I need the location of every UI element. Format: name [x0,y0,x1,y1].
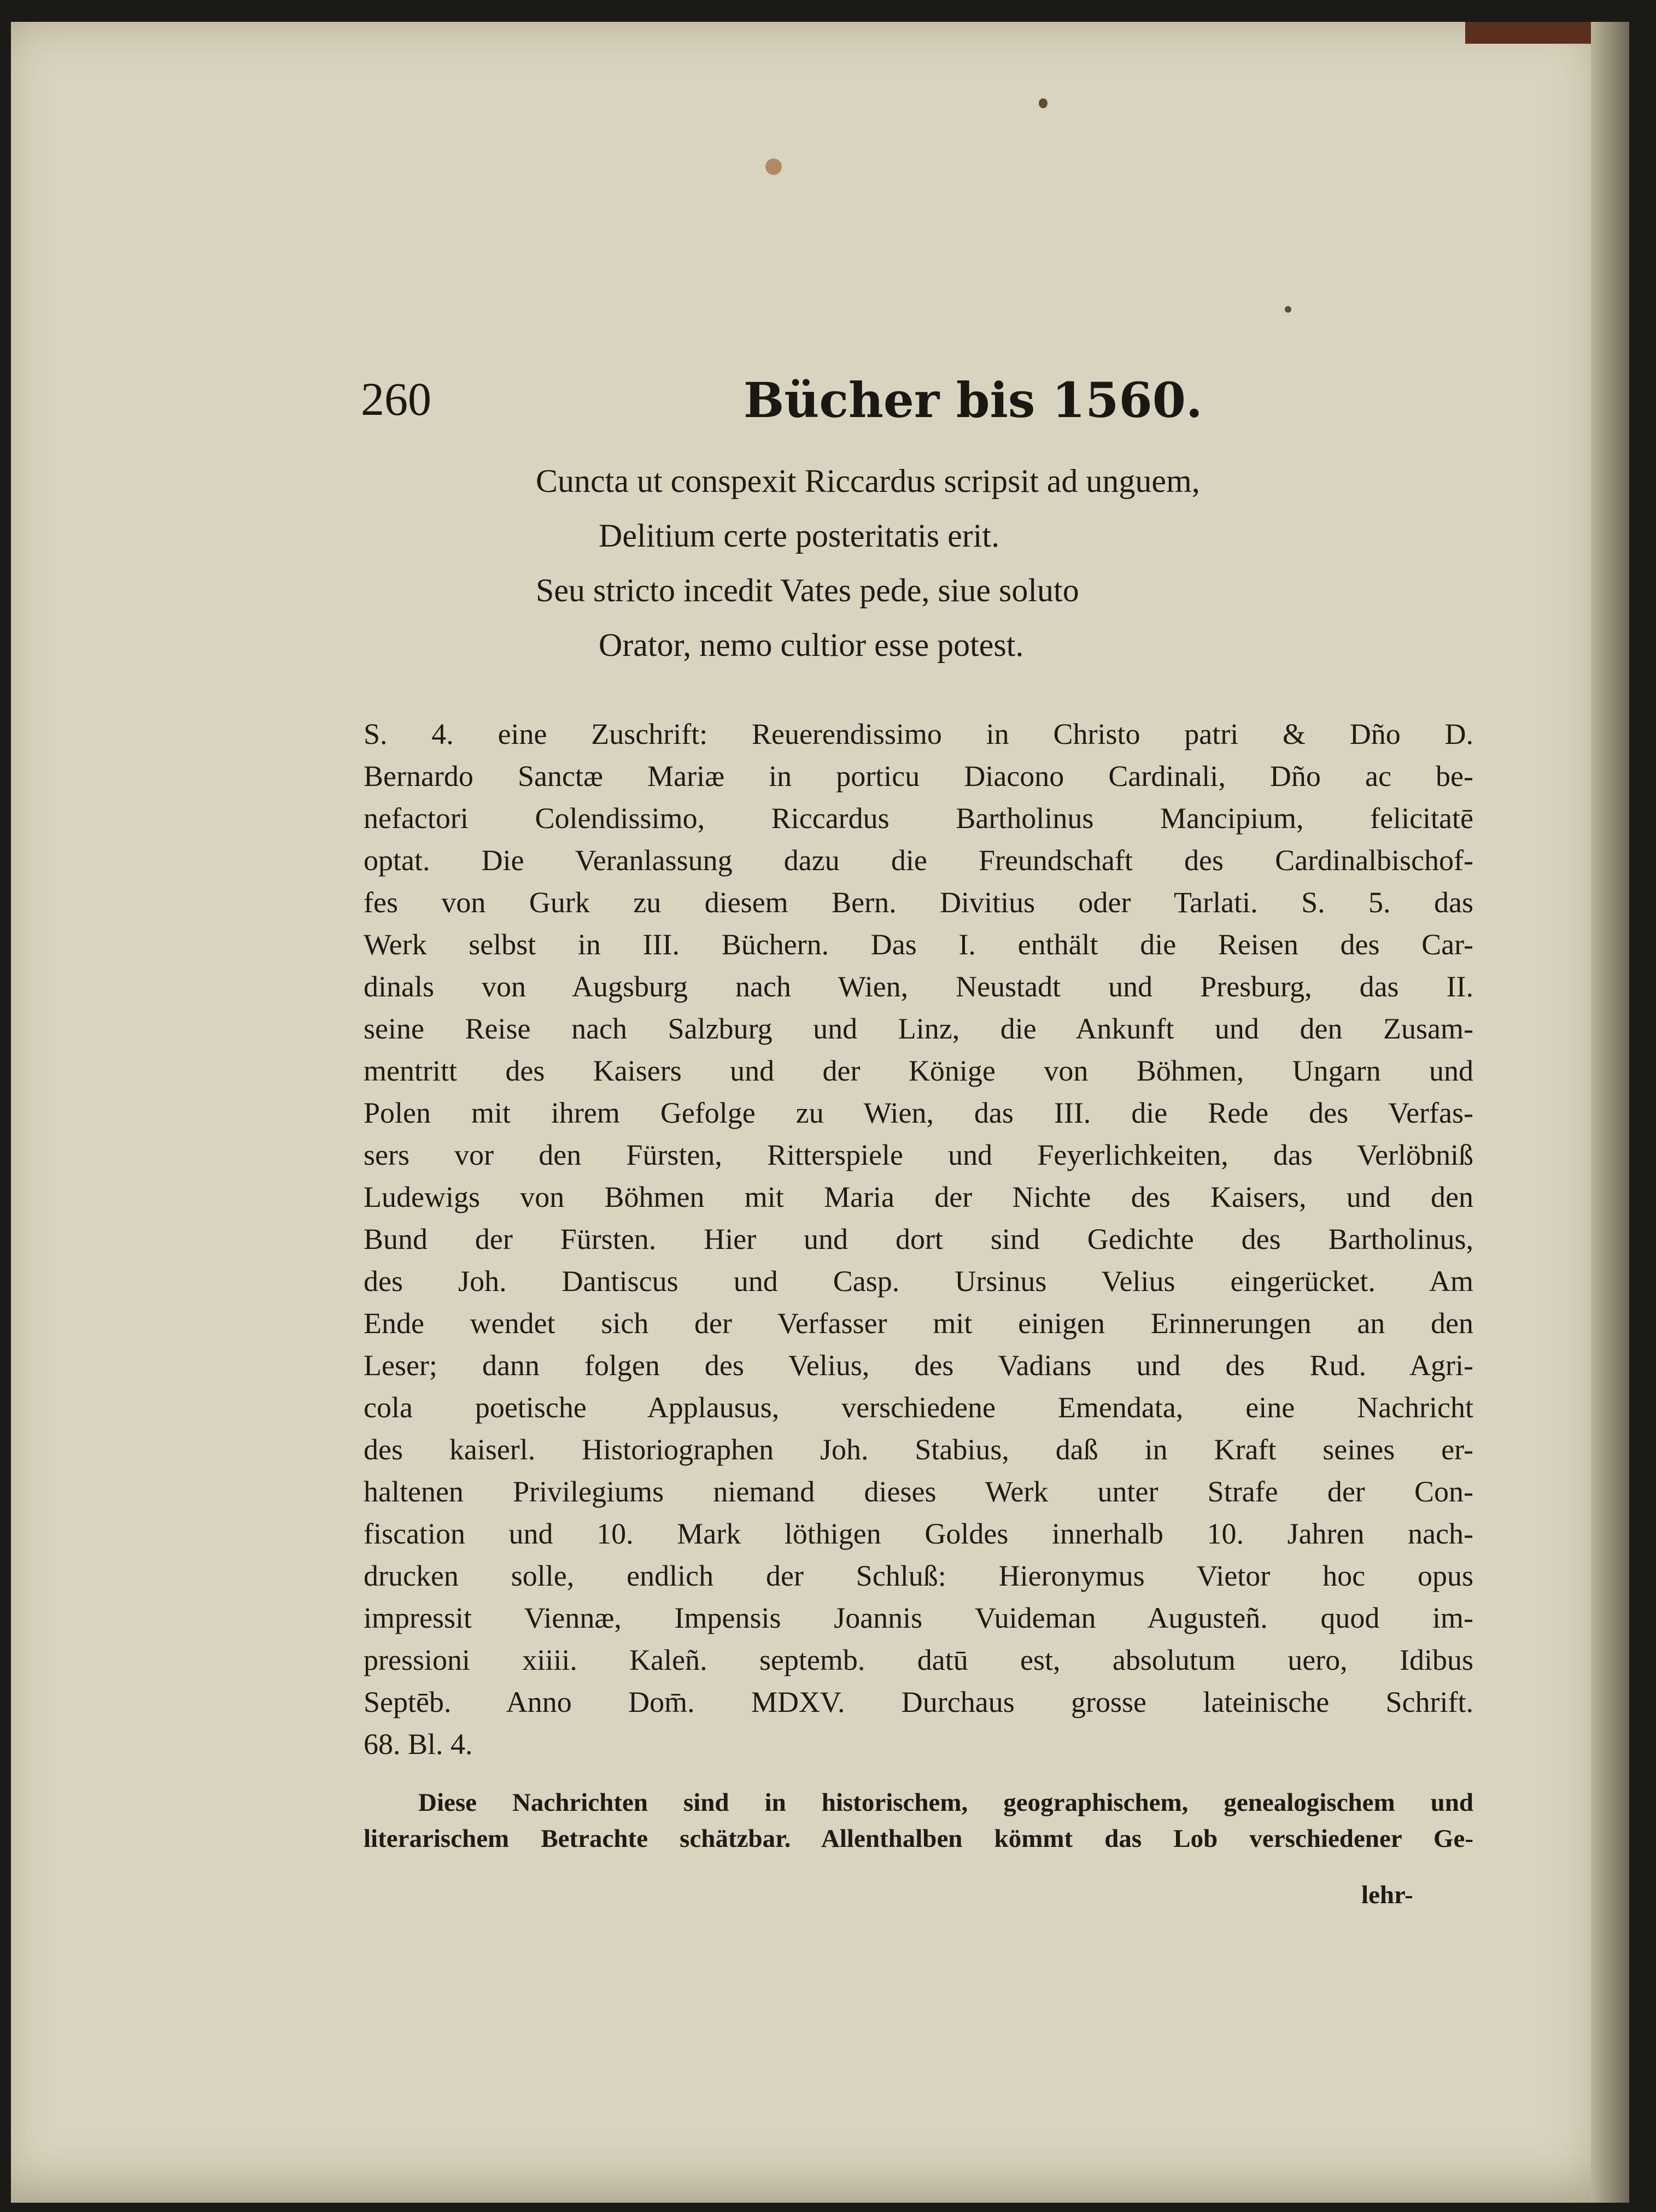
verse-line: Delitium certe posteritatis erit. [599,518,1000,554]
text-line: Leser; dann folgen des Velius, des Vadians und des Rud. Agri- [364,1349,1473,1382]
page-gutter-shadow [1591,22,1629,2203]
text-line: Ende wendet sich der Verfasser mit einigen Erinnerungen an den [364,1307,1473,1340]
text-line: S. 4. eine Zuschrift: Reuerendissimo in Christo patri & Dño D. [364,718,1473,750]
text-line: des Joh. Dantiscus und Casp. Ursinus Velius eingerücket. Am [364,1265,1473,1298]
ink-spot [1039,98,1048,108]
text-line: Septēb. Anno Dom̄. MDXV. Durchaus grosse lateinische Schrift. [364,1686,1473,1718]
page-header [361,372,1454,432]
text-line: Polen mit ihrem Gefolge zu Wien, das III. die Rede des Verfas- [364,1096,1473,1129]
text-line: fes von Gurk zu diesem Bern. Divitius oder Tarlati. S. 5. das [364,886,1473,919]
text-line: Bernardo Sanctæ Mariæ in porticu Diacono Cardinali, Dño ac be- [364,760,1473,793]
body-paragraph [364,713,1473,1765]
text-line: drucken solle, endlich der Schluß: Hieronymus Vietor hoc opus [364,1559,1473,1592]
footnote [364,1785,1473,1857]
verse-block [536,454,1465,672]
text-line: dinals von Augsburg nach Wien, Neustadt und Presburg, das II. [364,970,1473,1003]
text-line: cola poetische Applausus, verschiedene Emendata, eine Nachricht [364,1391,1473,1424]
running-title: Bücher bis 1560. [744,372,1203,429]
footnote-line: Diese Nachrichten sind in historischem, geographischem, genealogischem und [418,1788,1473,1817]
text-line: impressit Viennæ, Impensis Joannis Vuideman Augusteñ. quod im- [364,1601,1473,1634]
text-line: 68. Bl. 4. [364,1728,473,1761]
text-line: nefactori Colendissimo, Riccardus Bartholinus Mancipium, felicitatē [364,802,1473,835]
text-line: seine Reise nach Salzburg und Linz, die Ankunft und den Zusam- [364,1012,1473,1045]
text-line: haltenen Privilegiums niemand dieses Werk unter Strafe der Con- [364,1475,1473,1508]
stain-spot [765,159,782,175]
verse-line: Orator, nemo cultior esse potest. [599,627,1024,663]
text-line: sers vor den Fürsten, Ritterspiele und Feyerlichkeiten, das Verlöbniß [364,1139,1473,1171]
ink-spot [1285,306,1291,313]
text-line: Werk selbst in III. Büchern. Das I. enthält die Reisen des Car- [364,928,1473,961]
text-line: Ludewigs von Böhmen mit Maria der Nichte des Kaisers, und den [364,1181,1473,1213]
verse-line: Cuncta ut conspexit Riccardus scripsit ad unguem, [536,463,1200,499]
text-line: Bund der Fürsten. Hier und dort sind Gedichte des Bartholinus, [364,1223,1473,1255]
catchword: lehr- [1361,1881,1413,1909]
text-line: des kaiserl. Historiographen Joh. Stabius, daß in Kraft seines er- [364,1433,1473,1466]
footnote-line: literarischem Betrachte schätzbar. Allenthalben kömmt das Lob verschiedener Ge- [364,1824,1473,1853]
book-page [11,22,1629,2203]
text-line: pressioni xiiii. Kaleñ. septemb. datū est, absolutum uero, Idibus [364,1644,1473,1676]
page-number: 260 [361,373,431,425]
text-line: mentritt des Kaisers und der Könige von Böhmen, Ungarn und [364,1054,1473,1087]
text-line: fiscation und 10. Mark löthigen Goldes innerhalb 10. Jahren nach- [364,1517,1473,1550]
text-line: optat. Die Veranlassung dazu die Freundschaft des Cardinalbischof- [364,844,1473,877]
verse-line: Seu stricto incedit Vates pede, siue soluto [536,572,1079,608]
